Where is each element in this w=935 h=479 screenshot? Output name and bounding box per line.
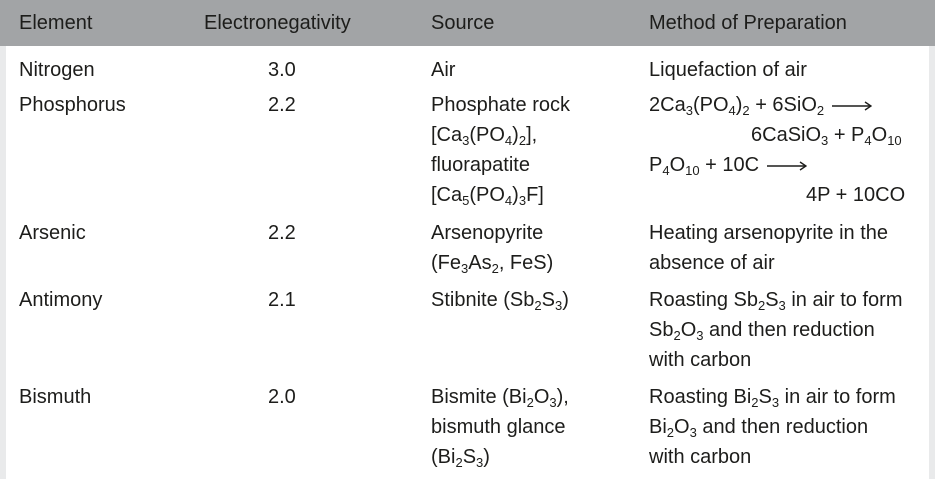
cell-element: Antimony (19, 289, 103, 311)
cell-element: Bismuth (19, 386, 92, 408)
cell-source: fluorapatite (431, 154, 530, 176)
cell-method: 6CaSiO$_3$ + $P_4O_{10}$ (751, 124, 902, 148)
cell-method: Liquefaction of air (649, 59, 807, 81)
cell-method: with carbon (649, 446, 752, 468)
cell-source: Phosphate rock (431, 94, 570, 116)
cell-method: with carbon (649, 349, 752, 371)
cell-source: $[Ca_5(PO_4)_3F]$ (431, 184, 544, 208)
cell-source: $[Ca_3(PO_4)_2]$, (431, 124, 538, 148)
reaction-arrow-icon (767, 161, 807, 171)
cell-source: ($Fe_3As_2$, FeS) (431, 252, 554, 276)
cell-source: Air (431, 59, 456, 81)
cell-electronegativity: 2.0 (268, 386, 296, 408)
cell-method: Heating arsenopyrite in the (649, 222, 889, 244)
cell-source: Arsenopyrite (431, 222, 544, 244)
cell-method: $Bi_2O_3$ and then reduction (649, 416, 869, 440)
table-header (0, 0, 935, 46)
reaction-arrow-icon (832, 101, 872, 111)
cell-electronegativity: 2.2 (268, 222, 296, 244)
cell-method: $P_4O_{10} + 10C$ (649, 150, 807, 180)
cell-method: $2Ca_3(PO_4)_2 + 6SiO_2$ (649, 90, 872, 120)
table-body (6, 46, 929, 479)
cell-electronegativity: 2.2 (268, 94, 296, 116)
cell-source: Stibnite $(Sb_2S_3)$ (431, 289, 569, 313)
header-method: Method of Preparation (649, 12, 847, 34)
cell-method: absence of air (649, 252, 775, 274)
cell-source: bismuth glance (431, 416, 566, 438)
cell-source: $(Bi_2S_3)$ (431, 446, 490, 470)
header-electronegativity: Electronegativity (204, 12, 351, 34)
cell-method: $Sb_2O_3$ and then reduction (649, 319, 875, 343)
cell-element: Phosphorus (19, 94, 126, 116)
cell-electronegativity: 2.1 (268, 289, 296, 311)
cell-source: Bismite $(Bi_2O_3)$, (431, 386, 569, 410)
cell-method: Roasting $Sb_2S_3$ in air to form (649, 289, 903, 313)
cell-element: Nitrogen (19, 59, 95, 81)
header-source: Source (431, 12, 495, 34)
cell-method: Roasting $Bi_2S_3$ in air to form (649, 386, 896, 410)
header-element: Element (19, 12, 93, 34)
cell-electronegativity: 3.0 (268, 59, 296, 81)
cell-element: Arsenic (19, 222, 86, 244)
cell-method: 4P + 10CO (806, 184, 906, 206)
